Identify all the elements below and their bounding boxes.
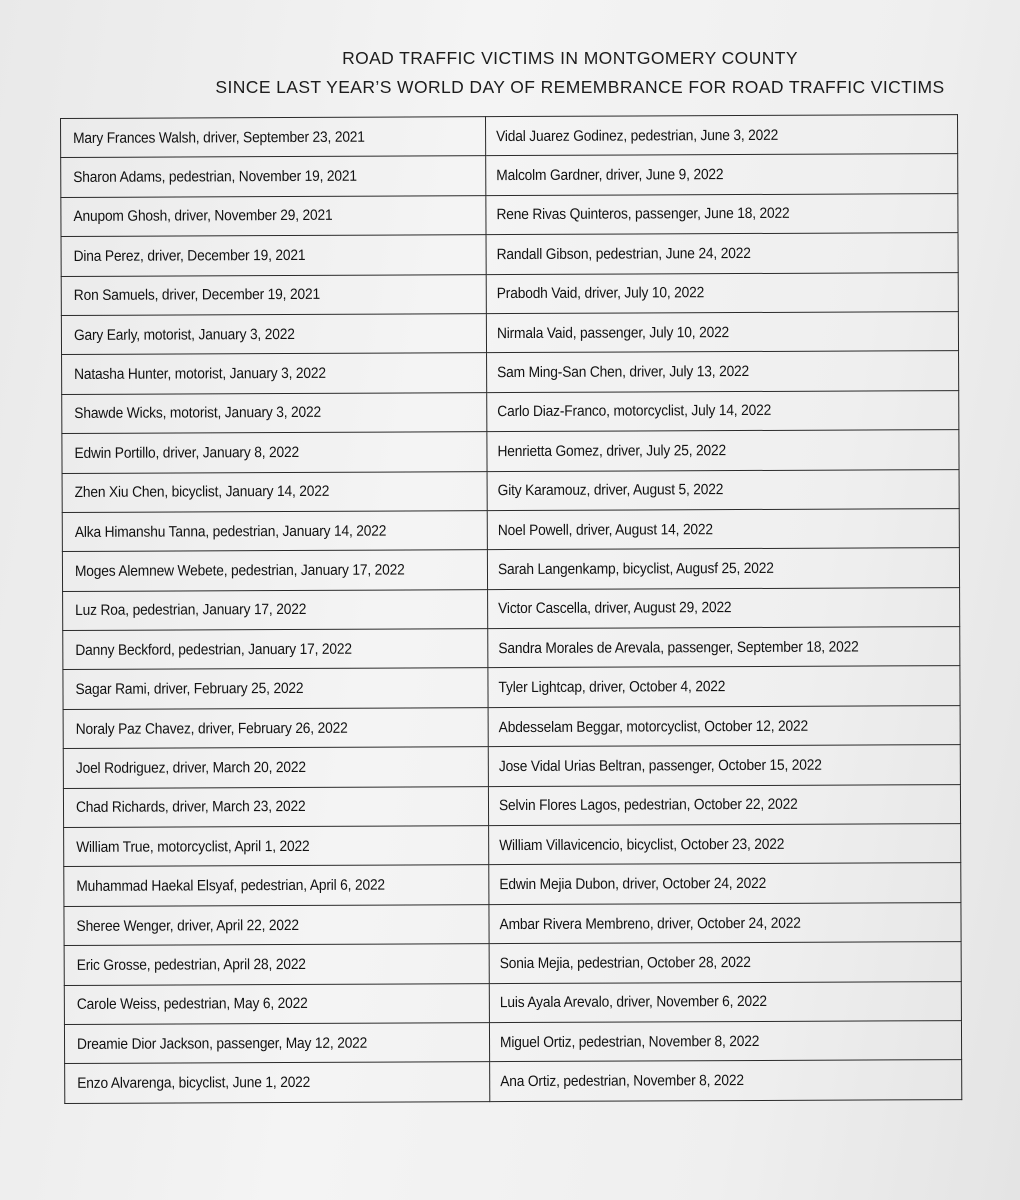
- table-row: [63, 745, 960, 788]
- table-row: [63, 784, 960, 827]
- victim-entry-right: [486, 193, 958, 234]
- table-row: [61, 193, 958, 236]
- victim-entry-right: [488, 784, 960, 825]
- victim-entry-text: Carlo Diaz-Franco, motorcyclist, July 14, 2022: [497, 402, 772, 421]
- victims-table-body: [61, 115, 962, 1104]
- victim-entry-left: [64, 944, 489, 985]
- victim-entry-left: [62, 392, 487, 433]
- victim-entry-text: Sonia Mejia, pedestrian, October 28, 2022: [499, 953, 751, 972]
- table-row: [62, 351, 959, 394]
- victim-entry-text: Carole Weiss, pedestrian, May 6, 2022: [76, 995, 308, 1014]
- victim-entry-right: [485, 115, 957, 156]
- victim-entry-right: [487, 351, 959, 392]
- victim-entry-right: [490, 1060, 962, 1101]
- table-row: [61, 272, 958, 315]
- table-row: [63, 666, 960, 709]
- victim-entry-text: Sagar Rami, driver, February 25, 2022: [75, 680, 304, 699]
- victim-entry-text: Joel Rodriguez, driver, March 20, 2022: [75, 758, 306, 777]
- victim-entry-text: William Villavicencio, bicyclist, October 23, 2022: [499, 835, 785, 854]
- victim-entry-right: [488, 705, 960, 746]
- victim-entry-text: Edwin Portillo, driver, January 8, 2022: [74, 443, 299, 462]
- victim-entry-text: Dina Perez, driver, December 19, 2021: [73, 246, 306, 265]
- victim-entry-left: [62, 511, 487, 552]
- victims-table-container: [60, 114, 954, 1103]
- victim-entry-text: Tyler Lightcap, driver, October 4, 2022: [498, 678, 726, 697]
- victim-entry-right: [487, 390, 959, 431]
- victim-entry-text: Vidal Juarez Godinez, pedestrian, June 3, 2022: [496, 126, 779, 145]
- victim-entry-text: Abdesselam Beggar, motorcyclist, October 12, 2022: [498, 717, 809, 736]
- victim-entry-right: [488, 666, 960, 707]
- table-row: [62, 430, 959, 473]
- victim-entry-text: Victor Cascella, driver, August 29, 2022: [498, 599, 732, 618]
- table-row: [65, 1060, 962, 1103]
- victim-entry-text: Dreamie Dior Jackson, passenger, May 12, 2022: [77, 1034, 368, 1053]
- victim-entry-left: [62, 432, 487, 473]
- victim-entry-left: [63, 707, 488, 748]
- table-row: [62, 548, 959, 591]
- table-row: [62, 508, 959, 551]
- victim-entry-left: [61, 274, 486, 315]
- victim-entry-left: [62, 353, 487, 394]
- table-row: [61, 233, 958, 276]
- victim-entry-text: Sandra Morales de Arevala, passenger, September 18, 2022: [498, 638, 859, 657]
- victim-entry-left: [62, 471, 487, 512]
- victim-entry-left: [61, 156, 486, 197]
- victim-entry-right: [488, 745, 960, 786]
- victim-entry-left: [64, 904, 489, 945]
- table-row: [64, 863, 961, 906]
- victim-entry-text: Selvin Flores Lagos, pedestrian, October 22, 2022: [498, 796, 798, 815]
- victim-entry-right: [487, 508, 959, 549]
- victims-table: [60, 114, 962, 1104]
- victim-entry-right: [486, 154, 958, 195]
- victim-entry-left: [61, 195, 486, 236]
- victim-entry-right: [487, 430, 959, 471]
- table-row: [64, 981, 961, 1024]
- table-row: [63, 705, 960, 748]
- victim-entry-left: [64, 865, 489, 906]
- victim-entry-left: [64, 1023, 489, 1064]
- victim-entry-text: Prabodh Vaid, driver, July 10, 2022: [496, 284, 705, 303]
- victim-entry-text: Sheree Wenger, driver, April 22, 2022: [76, 916, 299, 935]
- victim-entry-left: [63, 786, 488, 827]
- table-row: [63, 587, 960, 630]
- victim-entry-left: [64, 983, 489, 1024]
- victim-entry-text: Moges Alemnew Webete, pedestrian, January 17, 2022: [74, 561, 405, 580]
- table-row: [63, 627, 960, 670]
- victim-entry-text: Henrietta Gomez, driver, July 25, 2022: [497, 441, 726, 460]
- victim-entry-text: Chad Richards, driver, March 23, 2022: [75, 798, 306, 817]
- table-row: [62, 469, 959, 512]
- victim-entry-text: Sam Ming-San Chen, driver, July 13, 2022: [497, 363, 750, 382]
- victim-entry-text: Nirmala Vaid, passenger, July 10, 2022: [496, 323, 730, 342]
- victim-entry-right: [489, 1021, 961, 1062]
- document-title: ROAD TRAFFIC VICTIMS IN MONTGOMERY COUNTY: [342, 48, 798, 68]
- victim-entry-text: Noel Powell, driver, August 14, 2022: [497, 520, 713, 539]
- victim-entry-right: [489, 902, 961, 943]
- table-row: [64, 1021, 961, 1064]
- victim-entry-right: [486, 272, 958, 313]
- victim-entry-text: Danny Beckford, pedestrian, January 17, 2022: [75, 640, 352, 659]
- victim-entry-text: Shawde Wicks, motorist, January 3, 2022: [74, 404, 322, 423]
- victim-entry-left: [65, 1062, 490, 1103]
- victim-entry-text: Noraly Paz Chavez, driver, February 26, 2022: [75, 719, 348, 738]
- victim-entry-text: Sarah Langenkamp, bicyclist, Augusf 25, 2022: [497, 559, 774, 579]
- victim-entry-text: Rene Rivas Quinteros, passenger, June 18, 2022: [496, 205, 790, 224]
- victim-entry-text: Jose Vidal Urias Beltran, passenger, October 15, 2022: [498, 756, 822, 776]
- victim-entry-text: Gary Early, motorist, January 3, 2022: [73, 325, 295, 344]
- victim-entry-text: Zhen Xiu Chen, bicyclist, January 14, 2022: [74, 483, 330, 502]
- victim-entry-text: Miguel Ortiz, pedestrian, November 8, 2022: [499, 1032, 760, 1051]
- table-row: [64, 942, 961, 985]
- victim-entry-text: Randall Gibson, pedestrian, June 24, 2022: [496, 244, 751, 263]
- table-row: [64, 824, 961, 867]
- table-row: [61, 115, 958, 158]
- victim-entry-text: Anupom Ghosh, driver, November 29, 2021: [73, 207, 333, 226]
- victim-entry-text: Ana Ortiz, pedestrian, November 8, 2022: [500, 1072, 744, 1091]
- victim-entry-text: Sharon Adams, pedestrian, November 19, 2021: [73, 167, 357, 187]
- victim-entry-text: Luz Roa, pedestrian, January 17, 2022: [75, 601, 307, 620]
- victim-entry-right: [488, 627, 960, 668]
- victim-entry-left: [64, 826, 489, 867]
- victim-entry-right: [489, 981, 961, 1022]
- table-row: [64, 902, 961, 945]
- victim-entry-right: [489, 942, 961, 983]
- victim-entry-left: [62, 550, 487, 591]
- table-row: [61, 154, 958, 197]
- victim-entry-text: Gity Karamouz, driver, August 5, 2022: [497, 481, 724, 500]
- document-subtitle: SINCE LAST YEAR’S WORLD DAY OF REMEMBRANCE FOR ROAD TRAFFIC VICTIMS: [215, 77, 945, 97]
- victim-entry-text: Luis Ayala Arevalo, driver, November 6, 2022: [499, 993, 767, 1012]
- table-row: [61, 312, 958, 355]
- victim-entry-text: Alka Himanshu Tanna, pedestrian, January 14, 2022: [74, 522, 387, 541]
- victim-entry-text: Enzo Alvarenga, bicyclist, June 1, 2022: [77, 1073, 311, 1092]
- victim-entry-text: William True, motorcyclist, April 1, 2022: [76, 837, 310, 856]
- victim-entry-left: [61, 314, 486, 355]
- table-row: [62, 390, 959, 433]
- victim-entry-text: Edwin Mejia Dubon, driver, October 24, 2022: [499, 875, 767, 894]
- victim-entry-left: [63, 629, 488, 670]
- victim-entry-right: [487, 469, 959, 510]
- victim-entry-text: Mary Frances Walsh, driver, September 23, 2021: [73, 128, 365, 147]
- victim-entry-text: Natasha Hunter, motorist, January 3, 2022: [74, 364, 326, 383]
- victim-entry-text: Ron Samuels, driver, December 19, 2021: [73, 286, 320, 305]
- victim-entry-text: Malcolm Gardner, driver, June 9, 2022: [496, 166, 724, 185]
- victim-entry-right: [486, 312, 958, 353]
- victim-entry-text: Eric Grosse, pedestrian, April 28, 2022: [76, 955, 306, 974]
- victim-entry-left: [63, 668, 488, 709]
- victim-entry-left: [63, 747, 488, 788]
- victim-entry-right: [487, 548, 959, 589]
- victim-entry-left: [61, 235, 486, 276]
- victim-entry-left: [61, 117, 486, 158]
- victim-entry-right: [489, 863, 961, 904]
- victim-entry-right: [488, 587, 960, 628]
- victim-entry-text: Ambar Rivera Membreno, driver, October 24, 2022: [499, 914, 801, 933]
- victim-entry-right: [489, 824, 961, 865]
- victim-entry-right: [486, 233, 958, 274]
- victim-entry-left: [63, 589, 488, 630]
- victim-entry-text: Muhammad Haekal Elsyaf, pedestrian, April 6, 2022: [76, 876, 385, 896]
